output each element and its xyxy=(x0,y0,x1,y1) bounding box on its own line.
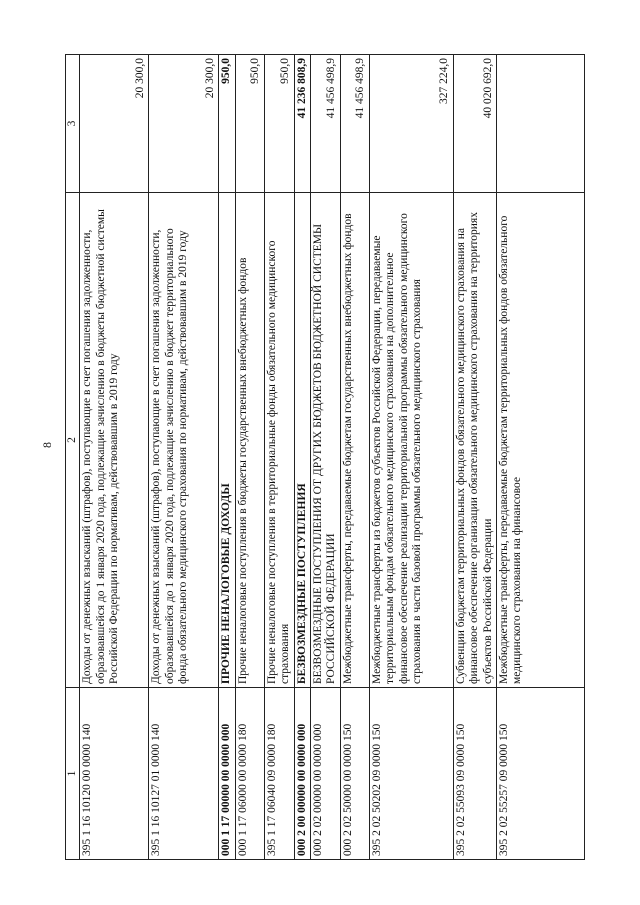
row-code: 395 1 16 10120 00 0000 140 xyxy=(80,688,149,860)
row-name: Доходы от денежных взысканий (штрафов), поступающие в счет погашения задолженности, образовавшейся до 1 января 2020 года, подлежащие зачислению в бюджеты бюджетной системы Российской Федерации по нормативам, действовавшим в 2019 году xyxy=(80,193,149,688)
table-row xyxy=(369,55,453,860)
row-code: 000 2 00 00000 00 0000 000 xyxy=(294,688,310,860)
table-row xyxy=(497,55,585,860)
table-row xyxy=(311,55,341,860)
row-amount: 20 300,0 xyxy=(80,55,149,193)
header-col-2: 2 xyxy=(66,193,80,688)
row-name: БЕЗВОЗМЕЗДНЫЕ ПОСТУПЛЕНИЯ ОТ ДРУГИХ БЮДЖЕТОВ БЮДЖЕТНОЙ СИСТЕМЫ РОССИЙСКОЙ ФЕДЕРАЦИИ xyxy=(311,193,341,688)
table-row xyxy=(149,55,219,860)
row-name: Прочие неналоговые поступления в бюджеты государственных внебюджетных фондов xyxy=(235,193,264,688)
row-name: Межбюджетные трансферты, передаваемые бюджетам государственных внебюджетных фондов xyxy=(340,193,369,688)
row-name: Субвенции бюджетам территориальных фондов обязательного медицинского страхования на финансовое обеспечение организации обязательного медицинского страхования на территориях субъектов Российской Федерации xyxy=(453,193,496,688)
table-row xyxy=(264,55,294,860)
table-header-row xyxy=(66,55,80,860)
row-code: 000 1 17 06000 00 0000 180 xyxy=(235,688,264,860)
table-row xyxy=(294,55,310,860)
row-name: БЕЗВОЗМЕЗДНЫЕ ПОСТУПЛЕНИЯ xyxy=(294,193,310,688)
row-code: 000 2 02 50000 00 0000 150 xyxy=(340,688,369,860)
row-code: 395 2 02 50202 09 0000 150 xyxy=(369,688,453,860)
row-code: 395 1 16 10127 01 0000 140 xyxy=(149,688,219,860)
table-row xyxy=(340,55,369,860)
header-col-3: 3 xyxy=(66,55,80,193)
table-body xyxy=(80,55,585,860)
row-amount: 950,0 xyxy=(235,55,264,193)
row-amount: 950,0 xyxy=(219,55,235,193)
table-row xyxy=(453,55,496,860)
row-code: 395 2 02 55257 09 0000 150 xyxy=(497,688,585,860)
revenue-table xyxy=(65,54,585,860)
row-code: 395 2 02 55093 09 0000 150 xyxy=(453,688,496,860)
row-code: 395 1 17 06040 09 0000 180 xyxy=(264,688,294,860)
row-code: 000 1 17 00000 00 0000 000 xyxy=(219,688,235,860)
table-row xyxy=(80,55,149,860)
row-name: Межбюджетные трансферты, передаваемые бюджетам территориальных фондов обязательного медицинского страхования на финансовое xyxy=(497,193,585,688)
row-amount: 40 020 692,0 xyxy=(453,55,496,193)
row-name: Прочие неналоговые поступления в территориальные фонды обязательного медицинского страхования xyxy=(264,193,294,688)
row-amount: 327 224,0 xyxy=(369,55,453,193)
row-amount: 41 456 498,9 xyxy=(311,55,341,193)
row-amount: 41 456 498,9 xyxy=(340,55,369,193)
row-amount xyxy=(497,55,585,193)
row-code: 000 2 02 00000 00 0000 000 xyxy=(311,688,341,860)
table-row xyxy=(219,55,235,860)
header-col-1: 1 xyxy=(66,688,80,860)
row-name: ПРОЧИЕ НЕНАЛОГОВЫЕ ДОХОДЫ xyxy=(219,193,235,688)
row-name: Доходы от денежных взысканий (штрафов), поступающие в счет погашения задолженности, образовавшейся до 1 января 2020 года, подлежащие зачислению в бюджет территориального фонда обязательного медицинского страхования по нормативам, действовавшим в 2019 году xyxy=(149,193,219,688)
document-page xyxy=(65,55,585,860)
row-amount: 20 300,0 xyxy=(149,55,219,193)
row-name: Межбюджетные трансферты из бюджетов субъектов Российской Федерации, передаваемые территориальным фондам обязательного медицинского страхования на дополнительное финансовое обеспечение реализации территориальной программы обязательного медицинского страхования в части базовой программы обязательного медицинского страхования xyxy=(369,193,453,688)
row-amount: 41 236 808,9 xyxy=(294,55,310,193)
row-amount: 950,0 xyxy=(264,55,294,193)
table-row xyxy=(235,55,264,860)
page-number: 8 xyxy=(40,442,54,448)
